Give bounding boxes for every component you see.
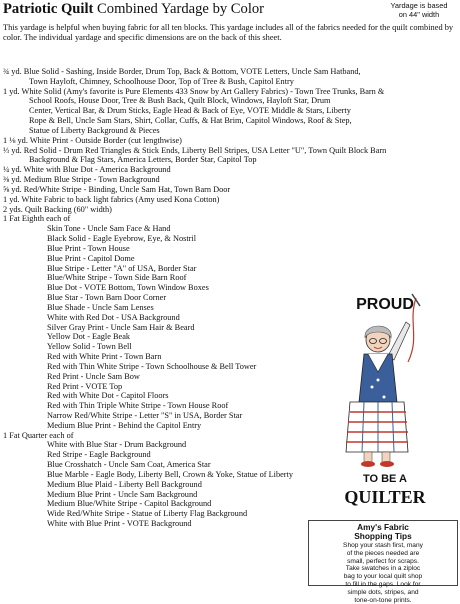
- tips-line: Shop your stash first, many: [343, 542, 423, 549]
- yardage-item-detail: Medium Blue/White Stripe - Capitol Background: [47, 499, 212, 509]
- yardage-item: 1 yd. White Fabric to back light fabrics (Amy used Kona Cotton): [3, 194, 220, 204]
- tips-body: [313, 542, 453, 604]
- yardage-item-detail: Blue Stripe - Letter "A" of USA, Border Star: [47, 263, 197, 273]
- yardage-item-detail: White with Blue Star - Drum Background: [47, 440, 187, 450]
- yardage-item: ⅓ yd. Red Solid - Drum Red Triangles & Stick Ends, Liberty Bell Stripes, USA Letter "U", Town Quilt Block Barn: [3, 145, 387, 155]
- yardage-item-detail: Yellow Solid - Town Bell: [47, 342, 132, 352]
- tips-line: simple dots, stripes, and: [347, 588, 419, 596]
- to-be-a-text: TO BE A: [362, 473, 408, 485]
- yardage-item-detail: Narrow Red/White Stripe - Letter "S" in USA, Border Star: [47, 410, 243, 420]
- intro-paragraph: This yardage is helpful when buying fabric for all ten blocks. This yardage includes all of the fabrics needed for the quilt combined by color. The individual yardage and specific dimensions are on the back of this sheet.: [3, 23, 454, 43]
- yardage-note-line2: on 44" width: [398, 10, 440, 19]
- tips-heading-line2: Shopping Tips: [354, 531, 412, 541]
- yardage-item-detail: Background & Flag Stars, America Letters, Border Star, Capitol Top: [29, 155, 257, 165]
- yardage-item-detail: Red Stripe - Eagle Background: [47, 450, 151, 460]
- quilter-graphic: [338, 292, 432, 510]
- dress-dot: [383, 396, 386, 399]
- yardage-item-detail: Red with Thin Triple White Stripe - Town House Roof: [47, 401, 229, 411]
- yardage-item-detail: Red Print - VOTE Top: [47, 381, 123, 391]
- yardage-item-detail: Blue Dot - VOTE Bottom, Town Window Boxes: [47, 283, 209, 293]
- yardage-item: ⅝ yd. Red/White Stripe - Binding, Uncle Sam Hat, Town Barn Door: [3, 184, 231, 194]
- yardage-item-detail: Blue Print - Capitol Dome: [47, 253, 135, 263]
- yardage-item-detail: White with Blue Print - VOTE Background: [47, 519, 192, 529]
- quilt-drape: [346, 402, 408, 452]
- yardage-item-detail: School Roofs, House Door, Tree & Bush Back, Quilt Block, Windows, Hayloft Star, Drum: [29, 96, 331, 106]
- yardage-item-detail: Blue Marble - Eagle Body, Liberty Bell, Crown & Yoke, Statue of Liberty: [47, 469, 294, 479]
- quilter-shoe: [361, 461, 375, 467]
- yardage-item-detail: Silver Gray Print - Uncle Sam Hair & Beard: [47, 322, 195, 332]
- yardage-item-detail: Red with White Print - Town Barn: [47, 352, 162, 362]
- yardage-item-detail: White with Red Dot - USA Background: [47, 312, 180, 322]
- yardage-item-detail: Medium Blue Print - Uncle Sam Background: [47, 489, 198, 499]
- yardage-item-detail: Red with Thin White Stripe - Town Schoolhouse & Bell Tower: [47, 361, 257, 371]
- yardage-item: ¼ yd. White with Blue Dot - America Background: [3, 165, 171, 175]
- dress-dot: [371, 386, 374, 389]
- yardage-item: 1 Fat Eighth each of: [3, 214, 71, 224]
- yardage-item-detail: Blue Shade - Uncle Sam Lenses: [47, 302, 154, 312]
- tips-line: Take swatches in a ziploc: [345, 565, 421, 573]
- tips-heading: [313, 523, 453, 541]
- quilter-leg: [364, 452, 372, 462]
- quilter-shoe: [380, 461, 394, 467]
- tips-line: small, perfect for scraps.: [347, 557, 419, 565]
- tips-line: tone-on-tone prints.: [354, 596, 412, 604]
- yardage-item: 1 ⅛ yd. White Print - Outside Border (cut lengthwise): [3, 135, 182, 145]
- yardage-note: [380, 1, 458, 19]
- yardage-item-detail: Red Print - Uncle Sam Bow: [47, 371, 140, 381]
- yardage-item: ¾ yd. Blue Solid - Sashing, Inside Border, Drum Top, Back & Bottom, VOTE Letters, Uncle Sam Hatband,: [3, 67, 361, 76]
- yardage-item-detail: Red with White Dot - Capitol Floors: [47, 391, 169, 401]
- yardage-item-detail: Medium Blue Print - Behind the Capitol Entry: [47, 420, 202, 430]
- tips-heading-line1: Amy's Fabric: [357, 522, 409, 532]
- yardage-item-detail: Blue Print - Town House: [47, 243, 130, 253]
- dress-dot: [377, 379, 380, 382]
- yardage-item: 1 Fat Quarter each of: [3, 430, 74, 440]
- yardage-item-detail: Black Solid - Eagle Eyebrow, Eye, & Nostril: [47, 234, 197, 244]
- yardage-item-detail: Wide Red/White Stripe - Statue of Liberty Flag Background: [47, 509, 248, 519]
- yardage-item: ⅜ yd. Medium Blue Stripe - Town Background: [3, 175, 160, 185]
- yardage-item-detail: Blue Star - Town Barn Door Corner: [47, 293, 167, 303]
- yardage-item-detail: Skin Tone - Uncle Sam Face & Hand: [47, 224, 171, 234]
- quilter-leg: [382, 452, 390, 462]
- yardage-item-detail: Blue/White Stripe - Town Side Barn Roof: [47, 273, 187, 283]
- yardage-item: 1 yd. White Solid (Amy's favorite is Pure Elements 433 Snow by Art Gallery Fabrics) - Town Tree Trunks, Barn &: [3, 86, 385, 96]
- shopping-tips-box: [308, 520, 458, 604]
- yardage-item-detail: Medium Blue Plaid - Liberty Bell Background: [47, 479, 202, 489]
- yardage-item: 2 yds. Quilt Backing (60" width): [3, 204, 112, 214]
- yardage-item-detail: Yellow Dot - Eagle Beak: [47, 332, 131, 342]
- yardage-item-detail: Blue Crosshatch - Uncle Sam Coat, America Star: [47, 460, 211, 470]
- page-title: [3, 1, 264, 18]
- tips-line: bag to your local quilt shop: [343, 573, 423, 581]
- yardage-item-detail: Statue of Liberty Background & Pieces: [29, 125, 160, 135]
- title-bold: Patriotic Quilt: [3, 1, 94, 17]
- proud-text: PROUD: [356, 296, 414, 313]
- yardage-item-detail: Center, Vertical Bar, & Drum Sticks, Eagle Head & Back of Eye, VOTE Middle & Stars, Liberty: [29, 106, 351, 116]
- tips-line: of the pieces needed are: [346, 549, 420, 557]
- title-rest: Combined Yardage by Color: [93, 1, 265, 17]
- quilter-text: QUILTER: [344, 487, 426, 507]
- tips-line: to fill in the gaps. Look for: [345, 580, 421, 588]
- yardage-note-line1: Yardage is based: [390, 1, 448, 10]
- yardage-item-detail: Town Hayloft, Chimney, Schoolhouse Door, Top of Tree & Bush, Capitol Entry: [29, 76, 294, 86]
- proud-quilter-illustration: [338, 292, 432, 510]
- yardage-item-detail: Rope & Bell, Uncle Sam Stars, Shirt, Collar, Cuffs, & Hat Brim, Capitol Windows, Roof & Step,: [29, 116, 352, 126]
